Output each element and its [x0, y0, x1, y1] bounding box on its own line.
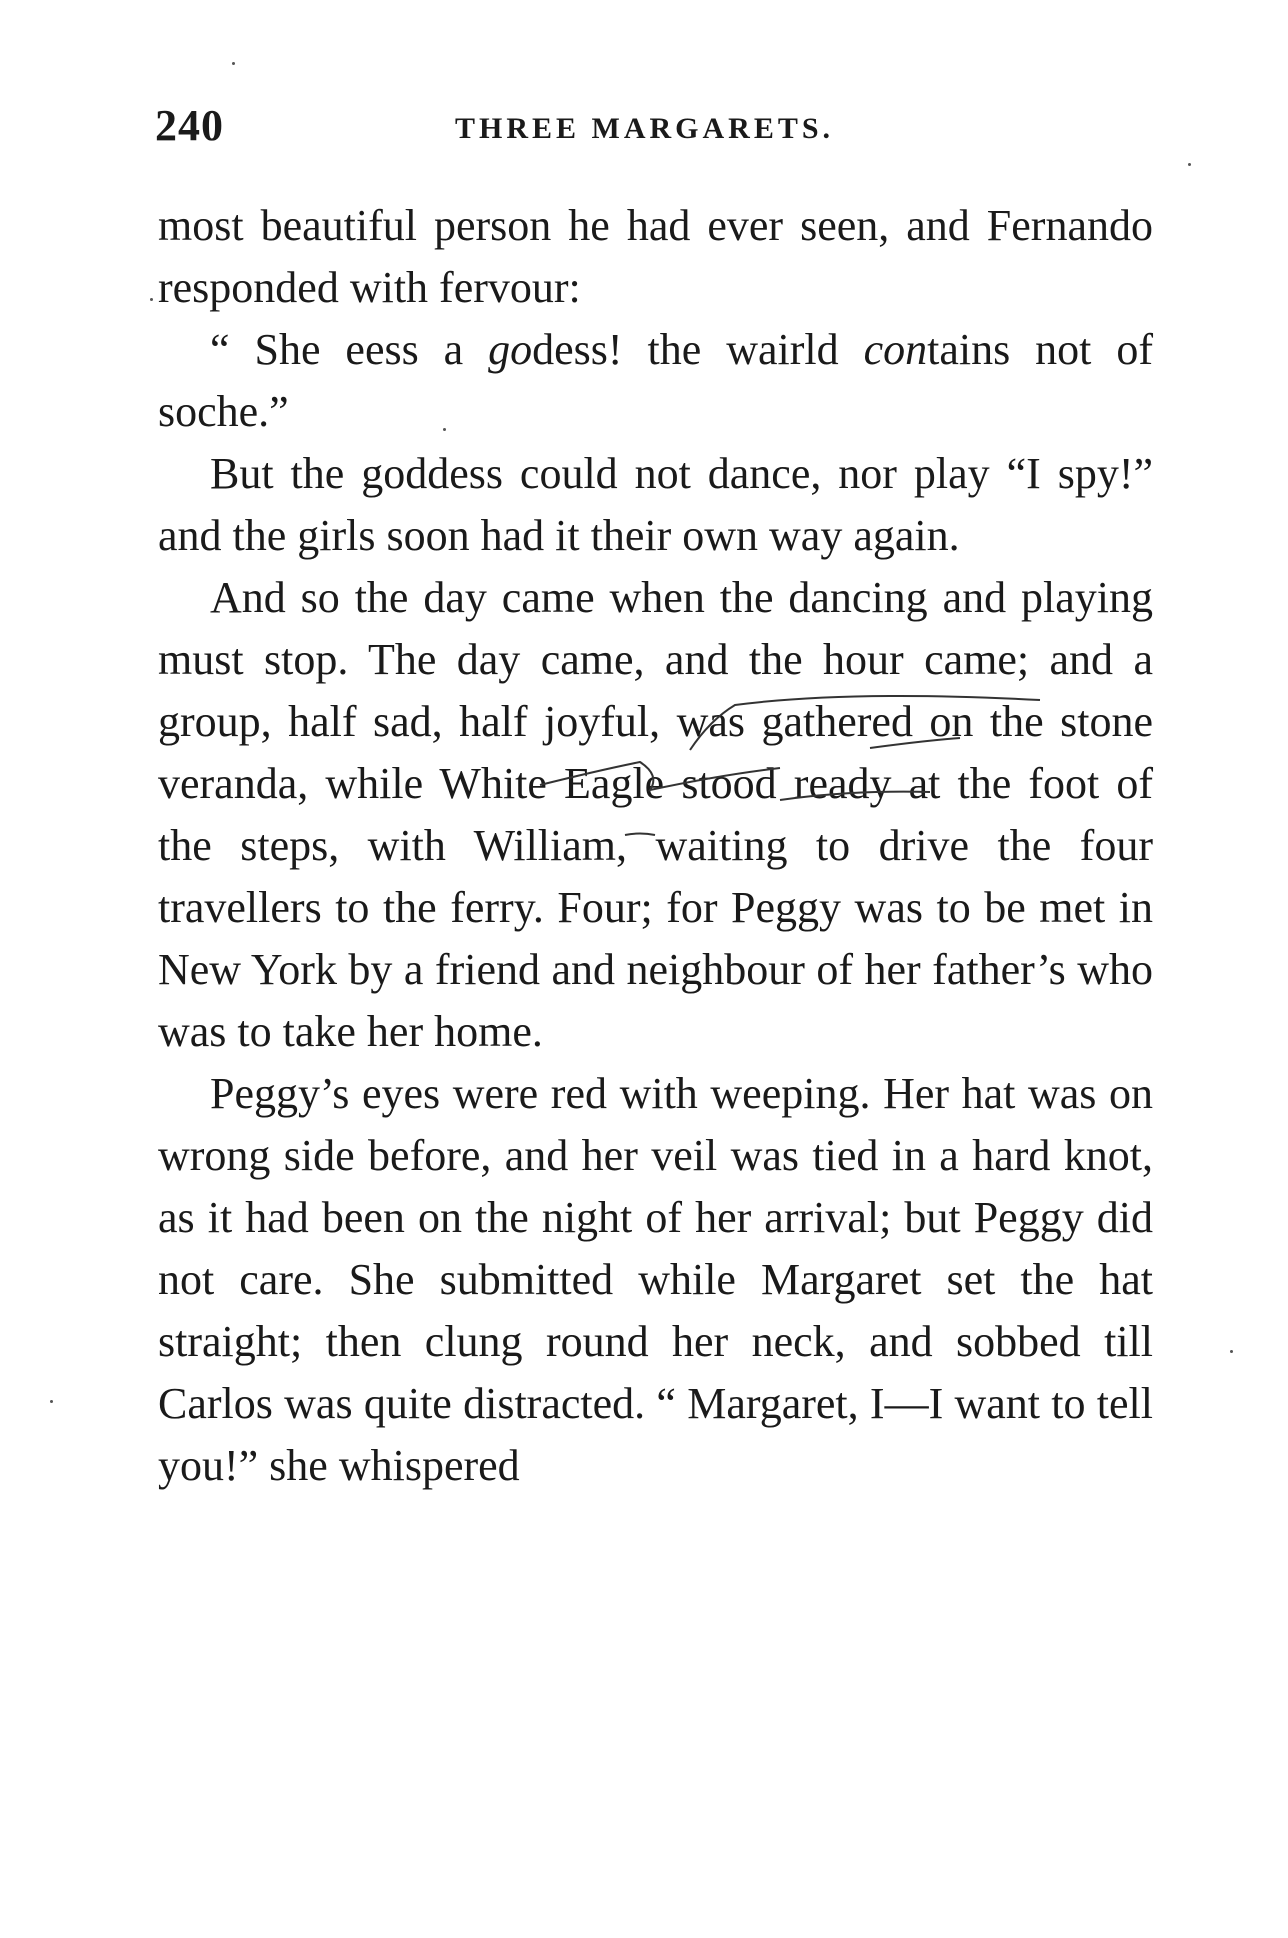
paper-speck [443, 428, 446, 431]
paragraph-2-after: tains not of soche.” [158, 325, 1153, 436]
paragraph-5: Peggy’s eyes were red with weeping. Her hat was on wrong side before, and her veil was tied in a hard knot, as it had been on the night of her arrival; but Peggy did not care. She submitted while Margaret set the hat straight; then clung round her neck, and sobbed till Carlos was quite distracted. “ Margaret, I—I want to tell you!” she whispered [158, 1069, 1153, 1490]
paragraph-2 [158, 319, 1153, 443]
paper-speck [150, 298, 153, 301]
paragraph-4: And so the day came when the dancing and playing must stop. The day came, and the hour came; and a group, half sad, half joyful, was gathered on the stone veranda, while White Eagle stood ready at the foot of the steps, with William, waiting to drive the four travellers to the ferry. Four; for Peggy was to be met in New York by a friend and neighbour of her father’s who was to take her home. [158, 573, 1153, 1056]
paragraph-2-before: “ She eess a [210, 325, 489, 374]
running-title: THREE MARGARETS. [455, 112, 835, 145]
paragraph-3: But the goddess could not dance, nor play “I spy!” and the girls soon had it their own way again. [158, 449, 1153, 560]
paper-speck [232, 62, 235, 65]
paragraph-2-emphasis-1: go [488, 325, 533, 374]
body-text [158, 195, 1153, 1497]
paragraph-2-middle: dess! the wairld [532, 325, 864, 374]
running-head [155, 100, 1155, 170]
paper-speck [1230, 1350, 1233, 1353]
paragraph-2-emphasis-2: con [863, 325, 928, 374]
paper-speck [50, 1400, 53, 1403]
paper-speck [1188, 163, 1191, 166]
page-number: 240 [155, 101, 224, 150]
paragraph-1: most beautiful person he had ever seen, and Fernando responded with fervour: [158, 201, 1153, 312]
